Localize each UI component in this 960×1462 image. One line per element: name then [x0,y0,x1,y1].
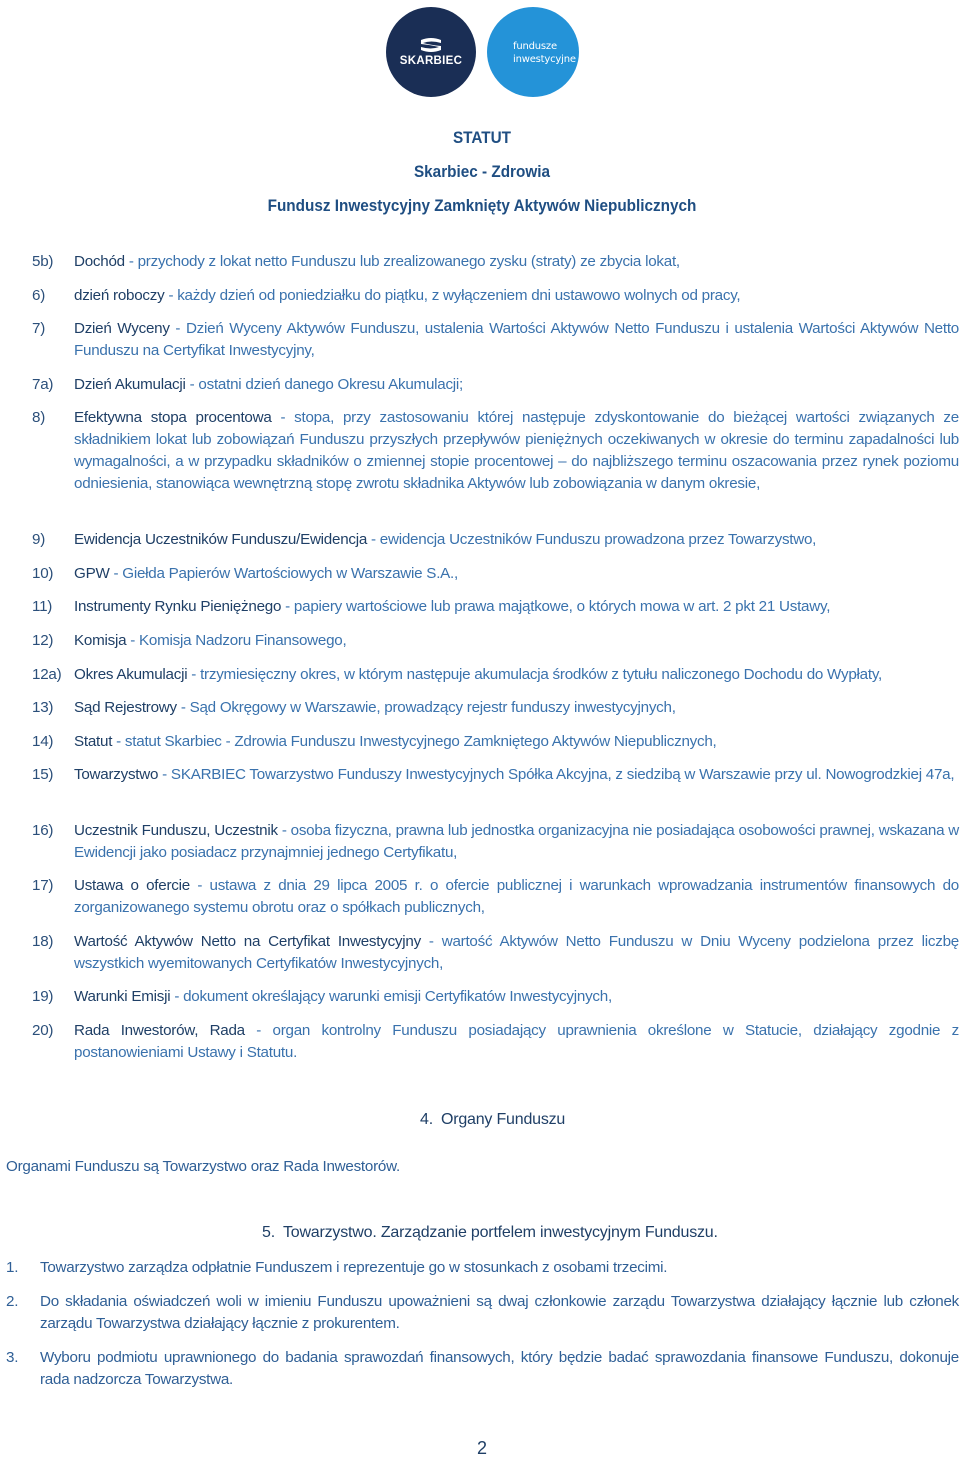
section-5-item [6,1291,959,1335]
definition-item [32,697,959,719]
document-title: STATUT [452,128,512,147]
section-4-title: Organy Funduszu [440,1111,566,1128]
fund-full-name: Fundusz Inwestycyjny Zamknięty Aktywów Niepublicznych [267,196,697,215]
definition-term: Uczestnik Funduszu, Uczestnik [74,822,278,839]
definition-number: 10) [32,565,54,582]
definition-term: Ewidencja Uczestników Funduszu/Ewidencja [74,531,368,548]
definition-term: Okres Akumulacji [74,666,188,683]
definition-term: GPW [74,565,110,582]
definition-item [32,986,959,1008]
section-5-item [6,1347,959,1391]
definition-term: Instrumenty Rynku Pieniężnego [74,598,282,615]
definition-term: Sąd Rejestrowy [74,699,177,716]
definition-number: 11) [32,598,53,615]
definition-item [32,764,959,786]
skarbiec-wordmark: SKARBIEC [399,55,463,67]
definition-text: - przychody z lokat netto Funduszu lub zrealizowanego zysku (straty) ze zbycia lokat, [124,253,680,270]
definition-text: - Sąd Okręgowy w Warszawie, prowadzący rejestr funduszy inwestycyjnych, [176,699,676,716]
definition-number: 14) [32,733,54,750]
definition-number: 9) [32,531,46,548]
definition-term: Ustawa o ofercie [74,877,190,894]
section-5-item-number: 3. [6,1349,19,1366]
definition-item [32,374,959,396]
section-5-item-text: Towarzystwo zarządza odpłatnie Funduszem i reprezentuje go w stosunkach z osobami trzecimi. [40,1259,668,1276]
definition-item [32,630,959,652]
definition-item [32,731,959,753]
definition-item [32,1020,959,1064]
fundusze-logo-line1: fundusze [513,41,557,52]
section-4-heading [420,1111,565,1129]
fundusze-logo-line2: inwestycyjne [513,54,576,65]
definition-text: - ostatni dzień danego Okresu Akumulacji; [185,376,464,393]
definition-text: - SKARBIEC Towarzystwo Funduszy Inwestycyjnych Spółka Akcyjna, z siedzibą w Warszawie przy ul. Nowogrodzkiej 47a, [158,766,955,783]
definition-term: Warunki Emisji [74,988,171,1005]
fund-subtitle: Skarbiec - Zdrowia [413,162,551,181]
definition-item [32,596,959,618]
definition-item [32,664,959,686]
definition-text: - Giełda Papierów Wartościowych w Warszawie S.A., [109,565,458,582]
section-5-item-text: Do składania oświadczeń woli w imieniu Funduszu upoważnieni są dwaj członkowie zarządu Towarzystwa działający łącznie lub członek zarządu Towarzystwa działający łącznie z prokurentem. [40,1293,959,1332]
definition-number: 18) [32,933,54,950]
section-4-text: Organami Funduszu są Towarzystwo oraz Rada Inwestorów. [6,1158,400,1175]
definition-term: Efektywna stopa procentowa [74,409,272,426]
definition-item [32,318,959,362]
section-5-item-number: 2. [6,1293,19,1310]
section-5-title: Towarzystwo. Zarządzanie portfelem inwestycyjnym Funduszu. [282,1224,718,1241]
definition-text: - organ kontrolny Funduszu posiadający uprawnienia określone w Statucie, działający zgodnie z postanowieniami Ustawy i Statutu. [74,1022,959,1061]
definition-number: 7a) [32,376,54,393]
definition-item [32,875,959,919]
definition-text: - ewidencja Uczestników Funduszu prowadzona przez Towarzystwo, [367,531,817,548]
definition-text: - stopa, przy zastosowaniu której następuje zdyskontowanie do bieżącej wartości związanych ze składnikiem lokat lub zobowiązań Funduszu przyszłych przepływów pieniężnych oczekiwanych w okresie do terminu zapadalności lub wymagalności, a w przypadku składników o zmiennej stopie procentowej – do najbliższego terminu oszacowania przez rynek poziomu odniesienia, stanowiąca wewnętrzną stopę zwrotu składnika Aktywów lub zobowiązania w danym okresie, [74,409,959,492]
definition-text: - Dzień Wyceny Aktywów Funduszu, ustalenia Wartości Aktywów Netto Funduszu i ustalenia Wartości Aktywów Netto Funduszu na Certyfikat Inwestycyjny, [74,320,959,359]
definition-number: 16) [32,822,54,839]
definition-item [32,251,959,273]
section-5-item-text: Wyboru podmiotu uprawnionego do badania sprawozdań finansowych, który będzie badać sprawozdania finansowe Funduszu, dokonuje rada nadzorcza Towarzystwa. [40,1349,959,1388]
definition-number: 20) [32,1022,54,1039]
definition-number: 7) [32,320,46,337]
definition-text: - papiery wartościowe lub prawa majątkowe, o których mowa w art. 2 pkt 21 Ustawy, [281,598,831,615]
section-4-number: 4. [420,1111,433,1128]
definition-number: 6) [32,287,46,304]
section-5-item [6,1257,959,1279]
definition-text: - statut Skarbiec - Zdrowia Funduszu Inwestycyjnego Zamkniętego Aktywów Niepublicznych, [112,733,717,750]
skarbiec-logo [386,7,476,97]
section-5-heading [262,1224,718,1242]
skarbiec-s-icon [417,37,445,53]
definition-term: Dzień Wyceny [74,320,170,337]
definition-item [32,407,959,495]
definition-text: - ustawa z dnia 29 lipca 2005 r. o ofercie publicznej i warunkach wprowadzania instrumentów finansowych do zorganizowanego systemu obrotu oraz o spółkach publicznych, [74,877,959,916]
definition-term: Statut [74,733,113,750]
definition-term: Towarzystwo [74,766,159,783]
definition-term: Dochód [74,253,125,270]
definition-number: 19) [32,988,54,1005]
definition-term: Rada Inwestorów, Rada [74,1022,245,1039]
definition-item [32,529,959,551]
definition-text: - Komisja Nadzoru Finansowego, [126,632,347,649]
definition-term: Komisja [74,632,127,649]
page-number: 2 [476,1438,487,1458]
definition-number: 13) [32,699,54,716]
definition-term: Wartość Aktywów Netto na Certyfikat Inwestycyjny [74,933,421,950]
fundusze-logo [487,7,579,97]
definition-number: 8) [32,409,46,426]
definition-item [32,820,959,864]
definition-number: 12) [32,632,54,649]
definition-text: - dokument określający warunki emisji Certyfikatów Inwestycyjnych, [170,988,612,1005]
section-5-item-number: 1. [6,1259,19,1276]
definition-text: - trzymiesięczny okres, w którym następuje akumulacja środków z tytułu naliczonego Dochodu do Wypłaty, [187,666,883,683]
section-5-number: 5. [262,1224,275,1241]
definition-number: 12a) [32,666,62,683]
definition-item [32,563,959,585]
definition-term: Dzień Akumulacji [74,376,186,393]
definition-number: 5b) [32,253,54,270]
definition-item [32,285,959,307]
definition-item [32,931,959,975]
definition-text: - osoba fizyczna, prawna lub jednostka organizacyjna nie posiadająca osobowości prawnej, wskazana w Ewidencji jako posiadacz przynajmniej jednego Certyfikatu, [74,822,959,861]
definition-text: - wartość Aktywów Netto Funduszu w Dniu Wyceny podzielona przez liczbę wszystkich wyemitowanych Certyfikatów Inwestycyjnych, [74,933,959,972]
definition-term: dzień roboczy [74,287,165,304]
definition-number: 17) [32,877,54,894]
definition-text: - każdy dzień od poniedziałku do piątku, z wyłączeniem dni ustawowo wolnych od pracy, [164,287,741,304]
definition-number: 15) [32,766,54,783]
